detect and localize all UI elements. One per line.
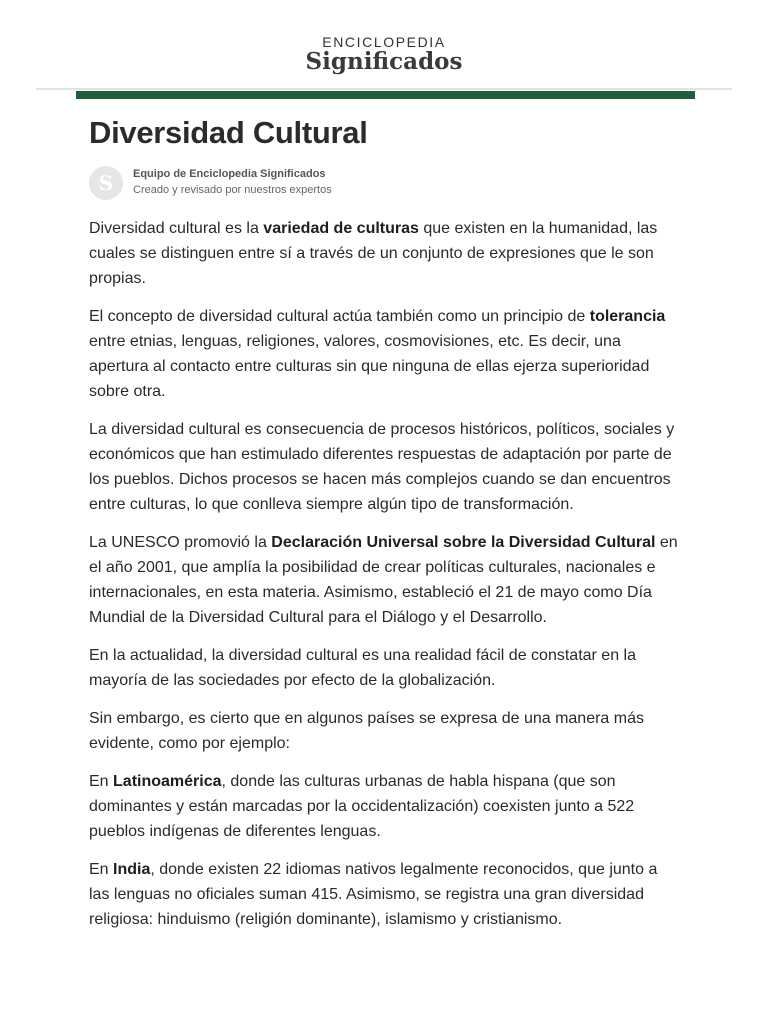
paragraph-text: Diversidad cultural es la (89, 220, 264, 237)
paragraph-latinoamerica (89, 769, 681, 844)
author-avatar: S (89, 166, 123, 200)
paragraph-india (89, 857, 681, 932)
paragraph-text: en el año 2001, que amplía la posibilidad de crear políticas culturales, nacionales e internacionales, en esta materia. Asimismo, estableció el 21 de mayo como Día Mundial de la Diversidad Cultural para el Diálogo y el Desarrollo. (89, 534, 678, 626)
paragraph-origins: La diversidad cultural es consecuencia de procesos históricos, políticos, sociales y económicos que han estimulado diferentes respuestas de adaptación por parte de los pueblos. Dichos procesos se hacen más complejos cuando se dan encuentros entre culturas, lo que conlleva siempre algún tipo de transformación. (89, 421, 675, 513)
author-name[interactable]: Equipo de Enciclopedia Significados (133, 168, 326, 180)
logo-line-enciclopedia: ENCICLOPEDIA (322, 34, 446, 50)
site-header (0, 0, 768, 90)
paragraph-text: que existen en la humanidad, las cuales se distinguen entre sí a través de un conjunto de expresiones que le son propias. (89, 220, 658, 287)
article-title: Diversidad Cultural (89, 115, 368, 150)
paragraph-unesco (89, 530, 681, 630)
paragraph-tolerance (89, 304, 681, 404)
highlight-text: tolerancia (589, 308, 666, 325)
highlight-text: variedad de culturas (263, 220, 419, 237)
paragraph-text: , donde existen 22 idiomas nativos legalmente reconocidos, que junto a las lenguas no oficiales suman 415. Asimismo, se registra una gran diversidad religiosa: hinduismo (religión dominante), islamismo y cristianismo. (89, 861, 658, 928)
paragraph-text: entre etnias, lenguas, religiones, valores, cosmovisiones, etc. Es decir, una apertura al contacto entre culturas sin que ninguna de ellas ejerza superioridad sobre otra. (89, 333, 650, 400)
article-body (89, 216, 681, 945)
author-subtitle: Creado y revisado por nuestros expertos (133, 184, 332, 196)
paragraph-text: El concepto de diversidad cultural actúa también como un principio de (89, 308, 590, 325)
highlight-text: Declaración Universal sobre la Diversidad Cultural (271, 534, 656, 551)
paragraph-text: En (89, 861, 114, 878)
logo-line-significados: Significados (305, 48, 463, 75)
site-logo[interactable] (0, 34, 768, 75)
header-divider (36, 88, 732, 90)
accent-bar (76, 91, 695, 99)
paragraph-text: , donde las culturas urbanas de habla hispana (que son dominantes y están marcadas por la occidentalización) coexisten junto a 522 pueblos indígenas de diferentes lenguas. (89, 773, 635, 840)
highlight-text: Latinoamérica (113, 773, 222, 790)
paragraph-examples-intro: Sin embargo, es cierto que en algunos países se expresa de una manera más evidente, como por ejemplo: (89, 710, 644, 752)
paragraph-intro (89, 216, 681, 291)
paragraph-globalization: En la actualidad, la diversidad cultural es una realidad fácil de constatar en la mayoría de las sociedades por efecto de la globalización. (89, 647, 636, 689)
paragraph-text: La UNESCO promovió la (89, 534, 272, 551)
paragraph-text: En (89, 773, 114, 790)
highlight-text: India (113, 861, 151, 878)
